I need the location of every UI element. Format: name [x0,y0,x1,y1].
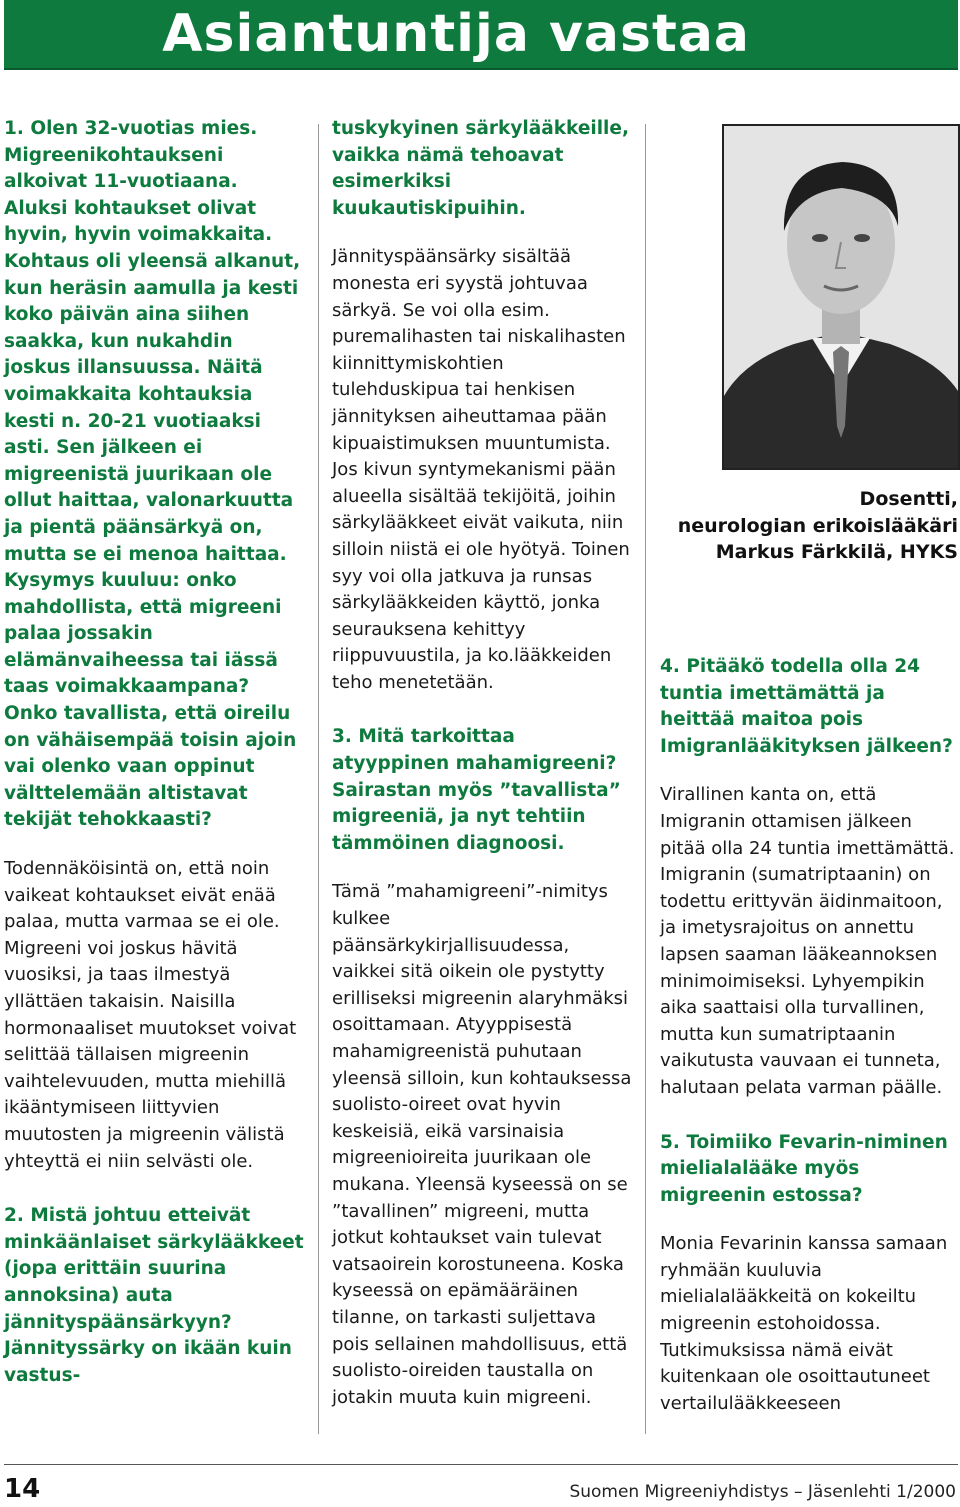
question-2-end: tuskykyinen särkylääkkeille, vaikka nämä tehoavat esimerkiksi kuukautiskipuihin. [332,118,629,219]
question-3: 3. Mitä tarkoittaa atyyppinen mahamigreeni? Sairastan myös ”tavallista” migreeniä, ja nyt tehtiin tämmöinen diagnoosi. [332,726,621,854]
answer-4: Virallinen kanta on, että Imigranin ottamisen jälkeen pitää olla 24 tuntia imettämättä. Imigranin (sumatriptaanin) on todettu erittyvän äidinmaitoon, ja imetysrajoitus on annettu lapsen saaman lääkeannoksen minimoimiseksi. Lyhyempikin aika saattaisi olla turvallinen, mutta kun sumatriptaanin vaikutusta vauvaan ei tunneta, halutaan pelata varman päälle. [660,784,955,1098]
question-4: 4. Pitääkö todella olla 24 tuntia imettämättä ja heittää maitoa pois Imigranlääkityksen jälkeen? [660,656,953,757]
question-5: 5. Toimiiko Fevarin-niminen mielialalääke myös migreenin estossa? [660,1131,948,1206]
column-divider [318,124,319,1434]
column-1 [4,116,304,1411]
caption-title: Dosentti, [859,488,958,510]
question-2-start: 2. Mistä johtuu etteivät minkäänlaiset särkylääkkeet (jopa erittäin suurina annoksina) auta jännityspäänsärkyyn? Jännityssärky on ikään kuin vastus- [4,1205,304,1386]
caption-name: Markus Färkkilä, HYKS [715,541,958,564]
column-divider [645,124,646,1434]
answer-1: Todennäköisintä on, että noin vaikeat kohtaukset eivät enää palaa, mutta varmaa se ei ole. Migreeni voi joskus hävitä vuosiksi, ja taas ilmestyä yllättäen takaisin. Naisilla hormonaaliset muutokset voivat selittää tällaisen migreenin vaihtelevuuden, mutta miehillä ikääntymiseen liittyvien muutosten ja migreenin välistä yhteyttä ei niin selvästi ole. [4,858,297,1172]
column-3 [660,654,960,1445]
answer-5: Monia Fevarinin kanssa samaan ryhmään kuuluvia mielialalääkkeitä on kokeiltu migreenin estohoidossa. Tutkimuksissa nämä eivät kuitenkaan ole osoittautuneet vertailulääkkeeseen [660,1233,948,1414]
photo-caption [640,486,958,566]
column-2 [332,116,632,1439]
answer-2: Jännityspäänsärky sisältää monesta eri syystä johtuvaa särkyä. Se voi olla esim. puremalihasten tai niskalihasten kiinnittymiskohtien tulehduskipua tai henkisen jännityksen aiheuttamaa pään kipuaistimuksen muuntumista. Jos kivun syntymekanismi pään alueella sisältää tekijöitä, joihin särkylääkkeet eivät vaikuta, niin silloin niistä ei ole hyötyä. Toinen syy voi olla jatkuva ja runsas särkylääkkeiden käyttö, jonka seurauksena kehittyy riippuvuustila, ja ko.lääkkeiden teho menetetään. [332,246,630,693]
portrait-image [724,126,958,468]
expert-photo [722,124,960,470]
page-number: 14 [4,1474,41,1504]
footer-divider [4,1464,958,1465]
caption-specialty: neurologian erikoislääkäri [677,514,958,537]
question-1: 1. Olen 32-vuotias mies. Migreenikohtaukseni alkoivat 11-vuotiaana. Aluksi kohtaukset olivat hyvin, hyvin voimakkaita. Kohtaus oli yleensä alkanut, kun heräsin aamulla ja kesti koko päivän aina siihen saakka, kun nukahdin joskus illansuussa. Näitä voimakkaita kohtauksia kesti n. 20-21 vuotiaaksi asti. Sen jälkeen ei migreenistä juurikaan ole ollut haittaa, valonarkuutta ja pientä päänsärkyä on, mutta se ei menoa haittaa. Kysymys kuuluu: onko mahdollista, että migreeni palaa jossakin elämänvaiheessa tai iässä taas voimakkaampana? Onko tavallista, että oireilu on vähäisempää toisin ajoin vai olenko vaan oppinut välttelemään altistavat tekijät tehokkaasti? [4,118,301,831]
answer-3: Tämä ”mahamigreeni”-nimitys kulkee päänsärkykirjallisuudessa, vaikkei sitä oikein ole pystytty erilliseksi migreenin alaryhmäksi osoittamaan. Atyyppisestä mahamigreenistä puhutaan yleensä silloin, kun kohtauksessa suolisto-oireet ovat hyvin keskeisiä, eikä varsinaisia migreenioireita juurikaan ole mukana. Yleensä kyseessä on se ”tavallinen” migreeni, mutta jotkut kohtaukset vain tulevat vatsaoirein korostuneena. Koska kyseessä on epämääräinen tilanne, on tarkasti suljettava pois sellainen mahdollisuus, että suolisto-oireiden taustalla on jotakin muuta kuin migreeni. [332,881,632,1408]
page-title: Asiantuntija vastaa [162,4,750,64]
header-banner [4,0,958,70]
publication-name: Suomen Migreeniyhdistys – Jäsenlehti 1/2000 [569,1482,956,1502]
